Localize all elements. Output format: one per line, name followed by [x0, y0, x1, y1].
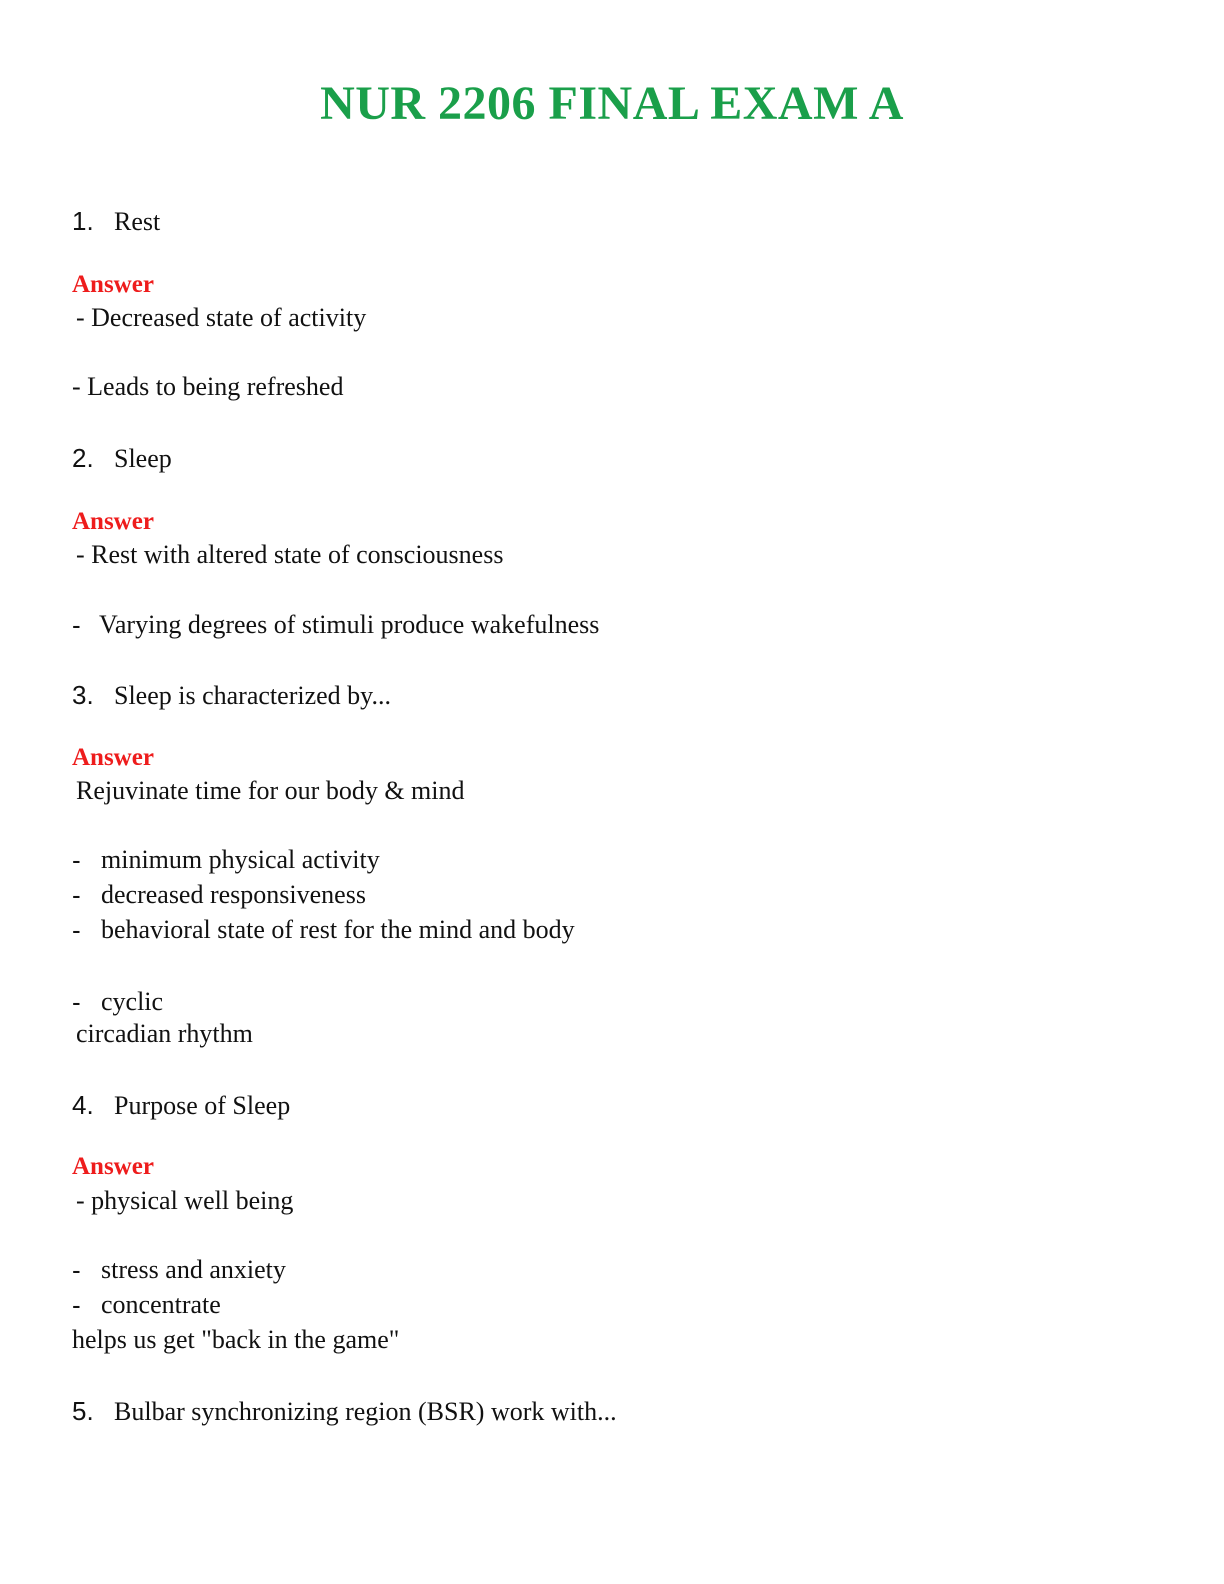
answer-3-dash-3: -: [72, 915, 81, 945]
question-1-text: Rest: [114, 207, 161, 236]
question-3-text: Sleep is characterized by...: [114, 681, 391, 710]
question-2-text: Sleep: [114, 444, 172, 473]
answer-3-line-3: decreased responsiveness: [101, 880, 366, 909]
answer-2-line-2: Varying degrees of stimuli produce wakefulness: [99, 610, 600, 639]
question-1-number: 1.: [72, 206, 94, 236]
answer-1-label: Answer: [72, 271, 154, 298]
question-5-text: Bulbar synchronizing region (BSR) work with...: [114, 1397, 617, 1426]
answer-4-dash-1: -: [72, 1255, 81, 1285]
answer-3-dash-4: -: [72, 987, 81, 1017]
question-4-number: 4.: [72, 1090, 94, 1120]
answer-1-line-1: - Decreased state of activity: [76, 303, 367, 332]
answer-3-line-1: Rejuvinate time for our body & mind: [76, 776, 465, 805]
answer-4-label: Answer: [72, 1153, 154, 1180]
answer-2-line-1: - Rest with altered state of consciousness: [76, 540, 504, 569]
answer-4-dash-2: -: [72, 1290, 81, 1320]
answer-4-line-2: stress and anxiety: [101, 1255, 286, 1284]
answer-3-label: Answer: [72, 744, 154, 771]
answer-3-dash-1: -: [72, 845, 81, 875]
question-5-number: 5.: [72, 1396, 94, 1426]
question-3-number: 3.: [72, 680, 94, 710]
answer-4-line-1: - physical well being: [76, 1186, 294, 1215]
question-2-number: 2.: [72, 443, 94, 473]
answer-2-dash: -: [72, 610, 81, 640]
answer-4-line-4: helps us get "back in the game": [72, 1325, 400, 1354]
answer-3-dash-2: -: [72, 880, 81, 910]
page-title: NUR 2206 FINAL EXAM A: [320, 77, 904, 130]
answer-4-line-3: concentrate: [101, 1290, 221, 1319]
answer-2-label: Answer: [72, 508, 154, 535]
answer-3-line-6: circadian rhythm: [76, 1019, 253, 1048]
answer-3-line-2: minimum physical activity: [101, 845, 380, 874]
question-4-text: Purpose of Sleep: [114, 1091, 291, 1120]
answer-3-line-5: cyclic: [101, 987, 164, 1016]
answer-3-line-4: behavioral state of rest for the mind and body: [101, 915, 575, 944]
answer-1-line-2: - Leads to being refreshed: [72, 372, 344, 401]
